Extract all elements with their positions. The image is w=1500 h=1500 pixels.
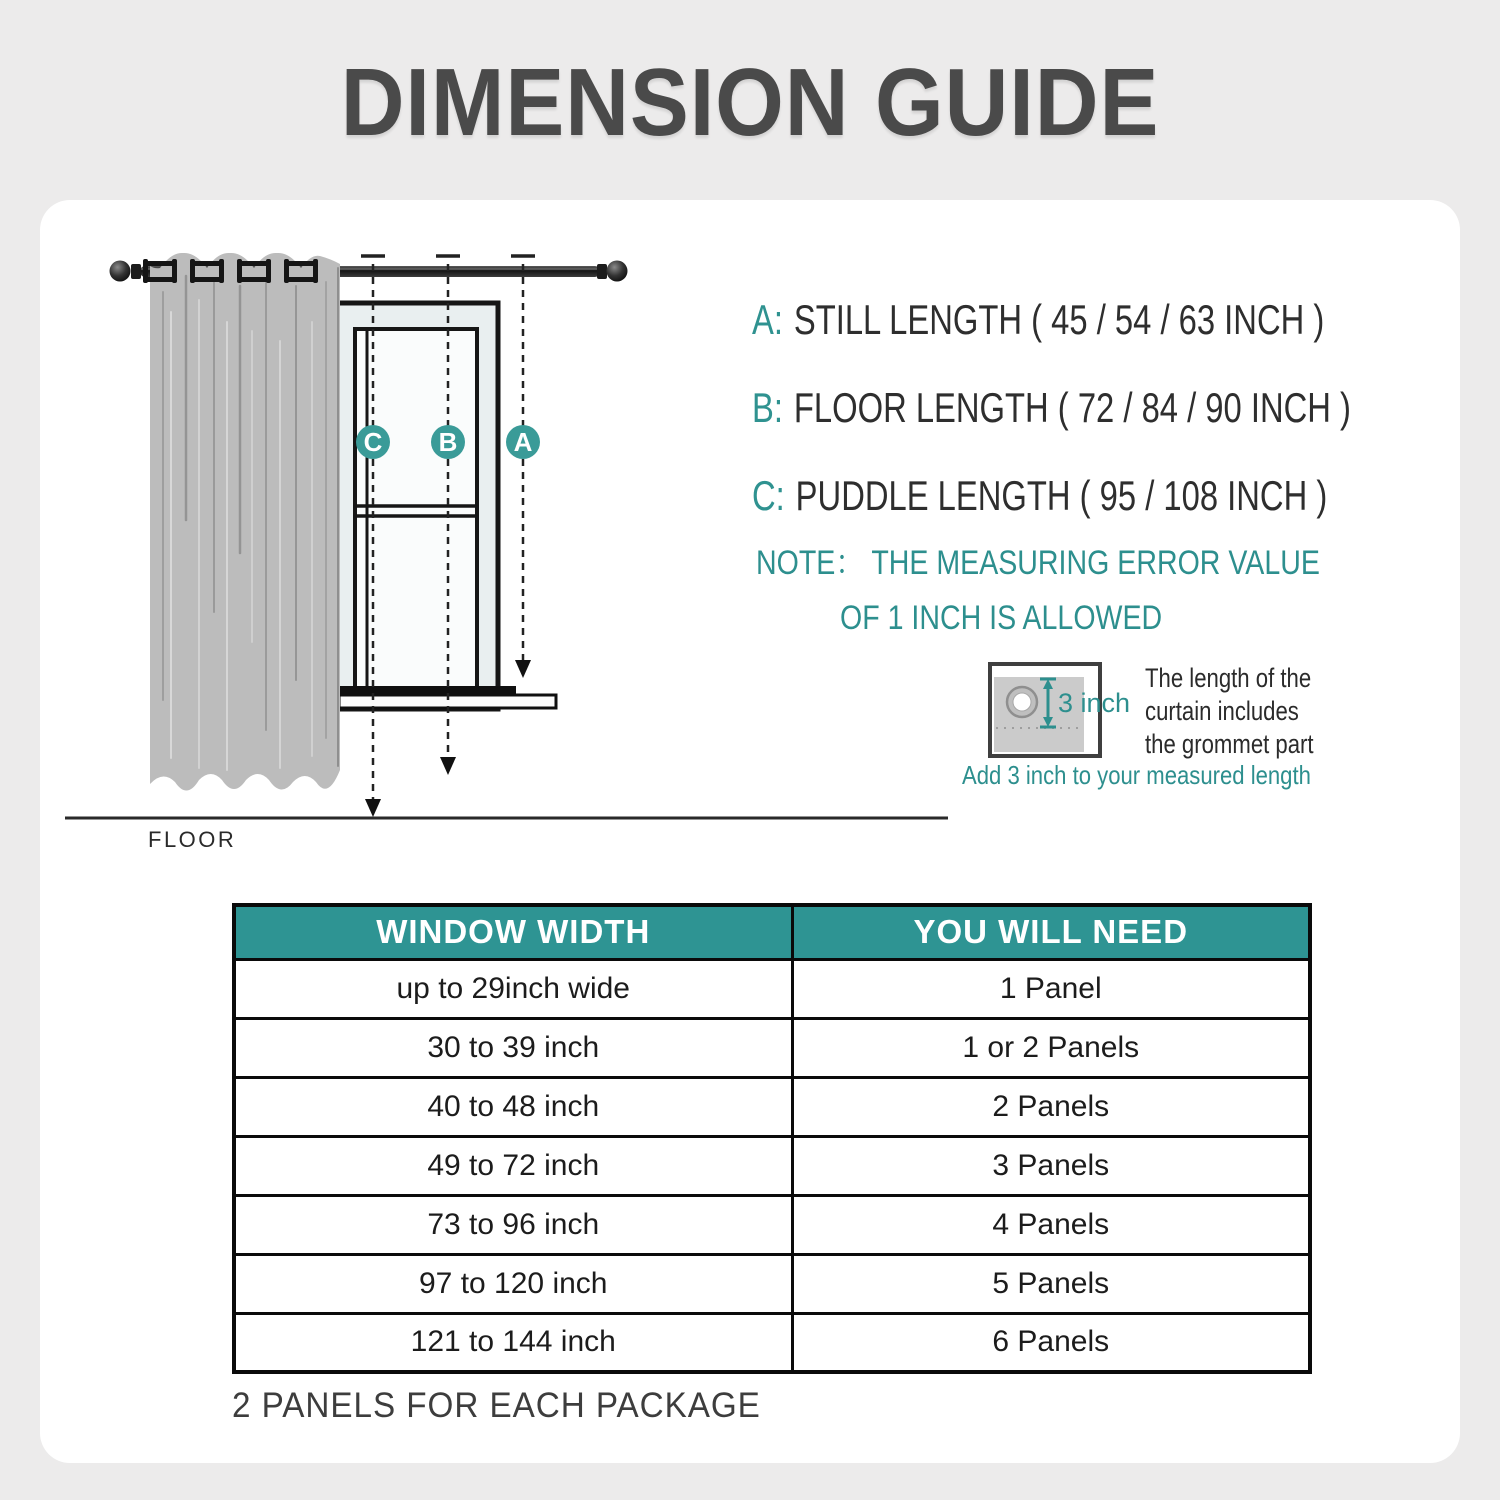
table-row [234,1195,1310,1254]
badge-c-label: C [363,427,383,457]
page-title: DIMENSION GUIDE [340,49,1160,156]
spec-line-a [752,296,1324,344]
table-row [234,1136,1310,1195]
window-width-cell: 40 to 48 inch [234,1077,792,1136]
panels-needed-cell: 5 Panels [792,1254,1310,1313]
window-width-cell: 121 to 144 inch [234,1313,792,1372]
badge-a-label: A [513,427,533,457]
panels-needed-cell: 1 Panel [792,959,1310,1018]
grommet-description [1145,662,1314,761]
package-note: 2 PANELS FOR EACH PACKAGE [232,1386,761,1425]
spec-b-text: FLOOR LENGTH ( 72 / 84 / 90 INCH ) [793,384,1351,431]
spec-line-c [752,472,1327,520]
table-row [234,959,1310,1018]
measuring-note [756,536,1320,646]
header-you-will-need: YOU WILL NEED [792,905,1310,959]
window-width-cell: 73 to 96 inch [234,1195,792,1254]
curtain-panel-icon [143,253,340,791]
measurement-badges [356,425,540,459]
grommet-tip: Add 3 inch to your measured length [962,760,1311,790]
note-line-2: OF 1 INCH IS ALLOWED [840,599,1163,637]
grommet-desc-line-2: curtain includes [1145,696,1299,726]
table-row [234,1018,1310,1077]
table-row [234,1077,1310,1136]
three-inch-label: 3 inch [1058,688,1131,718]
grommet-desc-line-3: the grommet part [1145,729,1314,759]
spec-b-letter: B: [752,384,783,431]
table-header-row [234,905,1310,959]
note-line-1: NOTE： THE MEASURING ERROR VALUE [756,544,1320,582]
grommet-ring-icon [1007,687,1037,717]
panels-needed-cell: 3 Panels [792,1136,1310,1195]
content-card [40,200,1460,1463]
spec-line-b [752,384,1351,432]
window-width-cell: 30 to 39 inch [234,1018,792,1077]
grommet-desc-line-1: The length of the [1145,663,1312,693]
floor-label: FLOOR [148,827,237,852]
window-width-cell: up to 29inch wide [234,959,792,1018]
panels-needed-cell: 4 Panels [792,1195,1310,1254]
window-width-cell: 97 to 120 inch [234,1254,792,1313]
panels-needed-cell: 6 Panels [792,1313,1310,1372]
panels-needed-cell: 2 Panels [792,1077,1310,1136]
panel-count-table [232,903,1312,1374]
panels-needed-cell: 1 or 2 Panels [792,1018,1310,1077]
spec-c-text: PUDDLE LENGTH ( 95 / 108 INCH ) [795,472,1328,519]
spec-a-letter: A: [752,296,783,343]
header-window-width: WINDOW WIDTH [234,905,792,959]
window-width-cell: 49 to 72 inch [234,1136,792,1195]
table-row [234,1313,1310,1372]
spec-c-letter: C: [752,472,785,519]
spec-a-text: STILL LENGTH ( 45 / 54 / 63 INCH ) [793,296,1325,343]
badge-b-label: B [438,427,458,457]
table-row [234,1254,1310,1313]
window-icon [336,303,556,709]
